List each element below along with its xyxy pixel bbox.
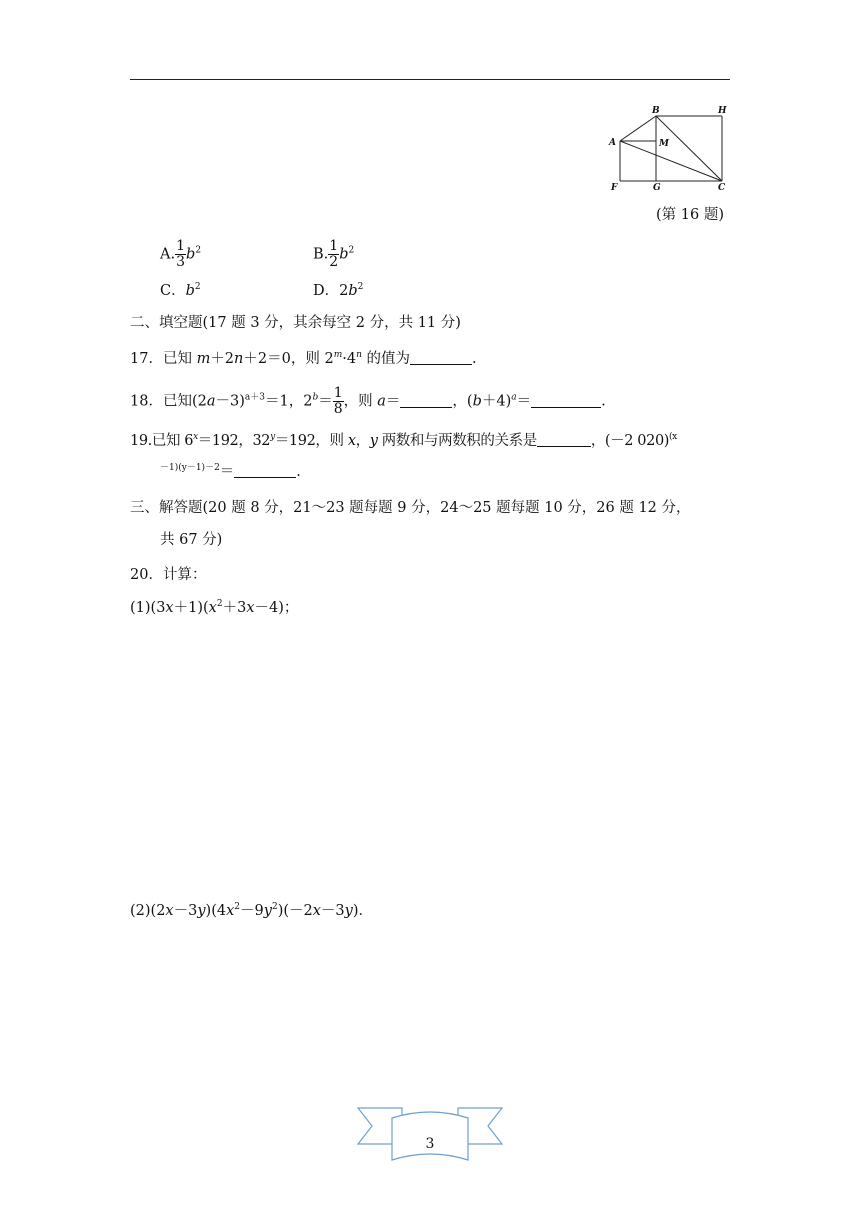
geometry-figure — [606, 104, 732, 192]
page-number-ribbon — [356, 1104, 504, 1164]
option-A: A. $\frac{1}{3}$ $b^2$ — [160, 238, 202, 270]
answer-blank[interactable] — [400, 393, 452, 408]
page-number: 3 — [425, 1136, 435, 1152]
label-H: H — [718, 106, 727, 116]
fraction: $\frac{1}{3}$ — [176, 238, 186, 270]
fraction: $\frac{1}{2}$ — [329, 238, 339, 270]
question-20-part-1: $(1)(3x+1)(x^2+3x-4)$； — [130, 599, 299, 616]
figure-caption: (第 16 题) — [656, 207, 724, 223]
question-20: 20．计算： — [130, 567, 207, 583]
answer-blank[interactable] — [234, 463, 296, 478]
label-B: B — [652, 106, 660, 116]
segment-AB — [620, 116, 656, 141]
answer-blank[interactable] — [531, 393, 601, 408]
question-19-continued: $^{-1)(y-1)-2}$＝ . — [160, 463, 301, 480]
answer-blank[interactable] — [410, 350, 472, 365]
section-3-heading-cont: 共 67 分) — [160, 532, 223, 548]
label-A: A — [609, 138, 616, 148]
label-M: M — [659, 139, 669, 149]
section-3-heading: 三、解答题(20 题 8 分，21～23 题每题 9 分，24～25 题每题 10 分，26 题 12 分， — [130, 500, 691, 516]
question-18: 18．已知$(2a-3)^{a+3}=1$，$2^b=$ $\frac{1}{8}$ ，则 a＝ ，$(b+4)^a=$ . — [130, 385, 606, 417]
question-17: 17．已知 m＋2n＋2＝0，则 $2^m\cdot 4^n$ 的值为 . — [130, 350, 477, 367]
section-2-heading: 二、填空题(17 题 3 分，其余每空 2 分，共 11 分) — [130, 315, 461, 331]
option-B: B. $\frac{1}{2}$ $b^2$ — [313, 238, 355, 270]
segment-AC — [620, 141, 722, 181]
fraction: $\frac{1}{8}$ — [333, 385, 343, 417]
header-rule — [130, 79, 730, 80]
question-20-part-2: $(2)(2x-3y)(4x^2-9y^2)(-2x-3y)$． — [130, 902, 374, 919]
question-19: 19.已知 $6^x=192$，$32^y=192$，则 x，y 两数和与两数积的关系是 ，(－2 020)$^{(x}$ — [130, 432, 677, 449]
answer-blank[interactable] — [537, 432, 591, 447]
option-C: C．$b^2$ — [160, 282, 201, 299]
option-D: D．$2b^2$ — [313, 282, 364, 299]
label-F: F — [611, 183, 618, 192]
label-C: C — [718, 183, 726, 192]
label-G: G — [653, 183, 661, 192]
